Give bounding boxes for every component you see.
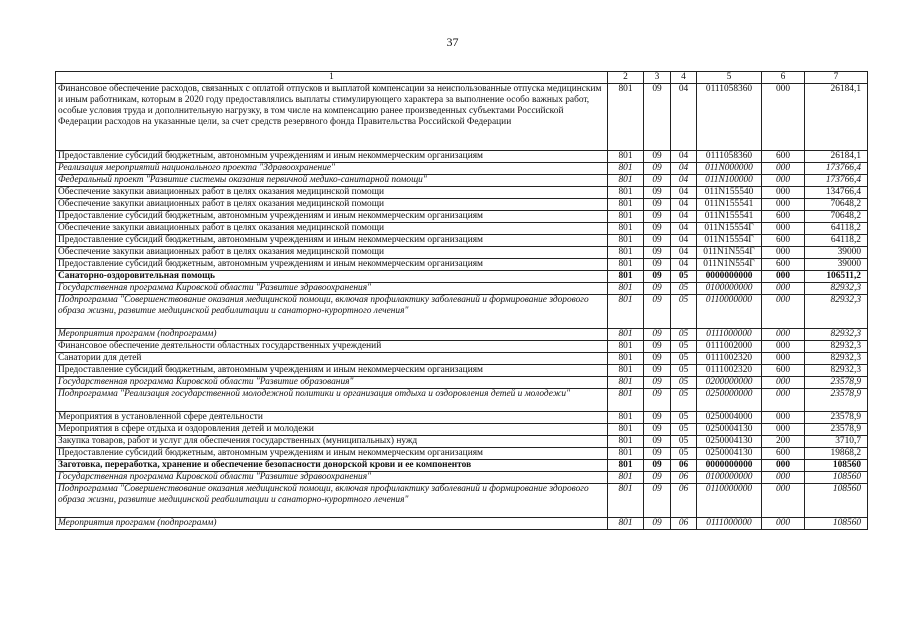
cell-adm-code: 801 bbox=[608, 436, 644, 448]
cell-target-article: 0200000000 bbox=[697, 377, 762, 389]
cell-amount: 70648,2 bbox=[805, 199, 868, 211]
cell-subsection: 04 bbox=[671, 175, 697, 187]
cell-adm-code: 801 bbox=[608, 151, 644, 163]
cell-name: Финансовое обеспечение расходов, связанных с оплатой отпусков и выплатой компенсации за неиспользованные отпуска медицинским и иным работникам, которым в 2020 году предоставлялись выплаты стимулирующего характера за выполнение особо важных работ, особые условия труда и дополнительную нагрузку, в том числе на компенсацию ранее произведенных субъектами Российской Федерации расходов на указанные цели, за счет средств резервного фонда Правительства Российской Федерации bbox=[56, 84, 608, 151]
cell-adm-code: 801 bbox=[608, 460, 644, 472]
cell-name: Предоставление субсидий бюджетным, автономным учреждениям и иным некоммерческим организациям bbox=[56, 211, 608, 223]
cell-target-article: 0111058360 bbox=[697, 84, 762, 151]
cell-subsection: 05 bbox=[671, 389, 697, 412]
cell-amount: 64118,2 bbox=[805, 223, 868, 235]
cell-name: Предоставление субсидий бюджетным, автономным учреждениям и иным некоммерческим организациям bbox=[56, 235, 608, 247]
cell-adm-code: 801 bbox=[608, 259, 644, 271]
table-row bbox=[56, 424, 868, 436]
cell-expense-type: 000 bbox=[762, 518, 805, 530]
cell-expense-type: 000 bbox=[762, 175, 805, 187]
cell-expense-type: 000 bbox=[762, 377, 805, 389]
cell-amount: 23578,9 bbox=[805, 412, 868, 424]
cell-name: Обеспечение закупки авиационных работ в целях оказания медицинской помощи bbox=[56, 223, 608, 235]
cell-expense-type: 200 bbox=[762, 436, 805, 448]
cell-section: 09 bbox=[644, 389, 671, 412]
cell-expense-type: 000 bbox=[762, 187, 805, 199]
cell-adm-code: 801 bbox=[608, 235, 644, 247]
cell-expense-type: 000 bbox=[762, 424, 805, 436]
table-row bbox=[56, 472, 868, 484]
cell-target-article: 011N1N554Г bbox=[697, 247, 762, 259]
cell-name: Обеспечение закупки авиационных работ в целях оказания медицинской помощи bbox=[56, 247, 608, 259]
table-row bbox=[56, 187, 868, 199]
cell-section: 09 bbox=[644, 259, 671, 271]
cell-adm-code: 801 bbox=[608, 84, 644, 151]
cell-subsection: 05 bbox=[671, 341, 697, 353]
cell-adm-code: 801 bbox=[608, 412, 644, 424]
cell-expense-type: 000 bbox=[762, 353, 805, 365]
cell-amount: 173766,4 bbox=[805, 163, 868, 175]
cell-amount: 64118,2 bbox=[805, 235, 868, 247]
cell-amount: 82932,3 bbox=[805, 341, 868, 353]
table-row bbox=[56, 175, 868, 187]
cell-name: Мероприятия программ (подпрограмм) bbox=[56, 329, 608, 341]
cell-expense-type: 600 bbox=[762, 151, 805, 163]
table-row bbox=[56, 412, 868, 424]
cell-amount: 70648,2 bbox=[805, 211, 868, 223]
cell-section: 09 bbox=[644, 365, 671, 377]
cell-amount: 23578,9 bbox=[805, 377, 868, 389]
table-row bbox=[56, 84, 868, 151]
cell-target-article: 011N15554Г bbox=[697, 223, 762, 235]
cell-adm-code: 801 bbox=[608, 353, 644, 365]
cell-section: 09 bbox=[644, 271, 671, 283]
cell-name: Государственная программа Кировской области "Развитие образования" bbox=[56, 377, 608, 389]
cell-subsection: 06 bbox=[671, 518, 697, 530]
cell-name: Предоставление субсидий бюджетным, автономным учреждениям и иным некоммерческим организациям bbox=[56, 259, 608, 271]
cell-name: Обеспечение закупки авиационных работ в целях оказания медицинской помощи bbox=[56, 199, 608, 211]
cell-subsection: 05 bbox=[671, 329, 697, 341]
cell-target-article: 0250000000 bbox=[697, 389, 762, 412]
cell-section: 09 bbox=[644, 84, 671, 151]
cell-adm-code: 801 bbox=[608, 175, 644, 187]
cell-target-article: 011N155541 bbox=[697, 211, 762, 223]
cell-name: Предоставление субсидий бюджетным, автономным учреждениям и иным некоммерческим организациям bbox=[56, 151, 608, 163]
header-cell-exp: 6 bbox=[762, 72, 805, 84]
cell-expense-type: 000 bbox=[762, 412, 805, 424]
cell-name: Предоставление субсидий бюджетным, автономным учреждениям и иным некоммерческим организациям bbox=[56, 365, 608, 377]
table-row bbox=[56, 151, 868, 163]
cell-target-article: 0250004130 bbox=[697, 424, 762, 436]
cell-subsection: 06 bbox=[671, 484, 697, 518]
cell-name: Мероприятия в установленной сфере деятельности bbox=[56, 412, 608, 424]
cell-expense-type: 000 bbox=[762, 199, 805, 211]
header-cell-name: 1 bbox=[56, 72, 608, 84]
cell-adm-code: 801 bbox=[608, 484, 644, 518]
cell-section: 09 bbox=[644, 175, 671, 187]
cell-name: Мероприятия программ (подпрограмм) bbox=[56, 518, 608, 530]
cell-adm-code: 801 bbox=[608, 223, 644, 235]
cell-section: 09 bbox=[644, 187, 671, 199]
cell-adm-code: 801 bbox=[608, 187, 644, 199]
cell-subsection: 05 bbox=[671, 271, 697, 283]
cell-amount: 19868,2 bbox=[805, 448, 868, 460]
cell-adm-code: 801 bbox=[608, 163, 644, 175]
cell-subsection: 05 bbox=[671, 436, 697, 448]
table-row bbox=[56, 223, 868, 235]
table-row bbox=[56, 389, 868, 412]
cell-target-article: 011N15554Г bbox=[697, 235, 762, 247]
cell-target-article: 0000000000 bbox=[697, 271, 762, 283]
cell-subsection: 05 bbox=[671, 424, 697, 436]
cell-section: 09 bbox=[644, 353, 671, 365]
cell-section: 09 bbox=[644, 283, 671, 295]
page-number: 37 bbox=[446, 35, 459, 49]
cell-subsection: 05 bbox=[671, 448, 697, 460]
cell-expense-type: 000 bbox=[762, 460, 805, 472]
cell-expense-type: 000 bbox=[762, 341, 805, 353]
cell-expense-type: 000 bbox=[762, 283, 805, 295]
cell-section: 09 bbox=[644, 341, 671, 353]
cell-target-article: 0100000000 bbox=[697, 472, 762, 484]
cell-amount: 23578,9 bbox=[805, 389, 868, 412]
cell-subsection: 05 bbox=[671, 295, 697, 329]
cell-target-article: 011N000000 bbox=[697, 163, 762, 175]
cell-expense-type: 000 bbox=[762, 247, 805, 259]
cell-section: 09 bbox=[644, 448, 671, 460]
cell-subsection: 05 bbox=[671, 283, 697, 295]
cell-section: 09 bbox=[644, 151, 671, 163]
cell-section: 09 bbox=[644, 295, 671, 329]
cell-subsection: 04 bbox=[671, 84, 697, 151]
cell-section: 09 bbox=[644, 223, 671, 235]
cell-name: Закупка товаров, работ и услуг для обеспечения государственных (муниципальных) нужд bbox=[56, 436, 608, 448]
table-row bbox=[56, 365, 868, 377]
cell-expense-type: 000 bbox=[762, 84, 805, 151]
cell-adm-code: 801 bbox=[608, 389, 644, 412]
cell-amount: 134766,4 bbox=[805, 187, 868, 199]
cell-section: 09 bbox=[644, 211, 671, 223]
cell-name: Заготовка, переработка, хранение и обеспечение безопасности донорской крови и ее компонентов bbox=[56, 460, 608, 472]
cell-section: 09 bbox=[644, 518, 671, 530]
cell-expense-type: 000 bbox=[762, 484, 805, 518]
table-row bbox=[56, 259, 868, 271]
cell-name: Санатории для детей bbox=[56, 353, 608, 365]
cell-target-article: 0111002000 bbox=[697, 341, 762, 353]
cell-expense-type: 600 bbox=[762, 211, 805, 223]
cell-subsection: 04 bbox=[671, 247, 697, 259]
cell-subsection: 04 bbox=[671, 211, 697, 223]
cell-target-article: 011N155540 bbox=[697, 187, 762, 199]
cell-amount: 82932,3 bbox=[805, 353, 868, 365]
cell-subsection: 05 bbox=[671, 412, 697, 424]
table-row bbox=[56, 235, 868, 247]
table-row bbox=[56, 329, 868, 341]
cell-expense-type: 000 bbox=[762, 329, 805, 341]
cell-subsection: 04 bbox=[671, 199, 697, 211]
cell-amount: 108560 bbox=[805, 484, 868, 518]
cell-target-article: 011N100000 bbox=[697, 175, 762, 187]
table-row bbox=[56, 247, 868, 259]
cell-section: 09 bbox=[644, 235, 671, 247]
cell-amount: 39000 bbox=[805, 259, 868, 271]
cell-amount: 39000 bbox=[805, 247, 868, 259]
cell-name: Федеральный проект "Развитие системы оказания первичной медико-санитарной помощи" bbox=[56, 175, 608, 187]
cell-expense-type: 600 bbox=[762, 448, 805, 460]
cell-section: 09 bbox=[644, 436, 671, 448]
cell-name: Обеспечение закупки авиационных работ в целях оказания медицинской помощи bbox=[56, 187, 608, 199]
cell-subsection: 04 bbox=[671, 235, 697, 247]
cell-expense-type: 000 bbox=[762, 472, 805, 484]
cell-section: 09 bbox=[644, 329, 671, 341]
cell-target-article: 0250004130 bbox=[697, 436, 762, 448]
header-cell-amount: 7 bbox=[805, 72, 868, 84]
cell-target-article: 0100000000 bbox=[697, 283, 762, 295]
cell-adm-code: 801 bbox=[608, 472, 644, 484]
cell-adm-code: 801 bbox=[608, 329, 644, 341]
cell-adm-code: 801 bbox=[608, 247, 644, 259]
cell-name: Подпрограмма "Совершенствование оказания медицинской помощи, включая профилактику заболеваний и формирование здорового образа жизни, развитие медицинской реабилитации и санаторно-курортного лечения" bbox=[56, 295, 608, 329]
cell-section: 09 bbox=[644, 472, 671, 484]
cell-name: Государственная программа Кировской области "Развитие здравоохранения" bbox=[56, 472, 608, 484]
cell-adm-code: 801 bbox=[608, 341, 644, 353]
cell-section: 09 bbox=[644, 460, 671, 472]
table-row bbox=[56, 448, 868, 460]
cell-target-article: 011N1N554Г bbox=[697, 259, 762, 271]
cell-section: 09 bbox=[644, 424, 671, 436]
header-cell-sub: 4 bbox=[671, 72, 697, 84]
table-row bbox=[56, 353, 868, 365]
cell-target-article: 0111002320 bbox=[697, 353, 762, 365]
cell-expense-type: 000 bbox=[762, 295, 805, 329]
table-row bbox=[56, 341, 868, 353]
cell-target-article: 0111000000 bbox=[697, 518, 762, 530]
cell-name: Реализация мероприятий национального проекта "Здравоохранение" bbox=[56, 163, 608, 175]
cell-name: Предоставление субсидий бюджетным, автономным учреждениям и иным некоммерческим организациям bbox=[56, 448, 608, 460]
cell-adm-code: 801 bbox=[608, 295, 644, 329]
cell-amount: 173766,4 bbox=[805, 175, 868, 187]
cell-adm-code: 801 bbox=[608, 283, 644, 295]
header-cell-sec: 3 bbox=[644, 72, 671, 84]
cell-amount: 108560 bbox=[805, 460, 868, 472]
cell-amount: 82932,3 bbox=[805, 365, 868, 377]
cell-section: 09 bbox=[644, 412, 671, 424]
cell-adm-code: 801 bbox=[608, 424, 644, 436]
table-row bbox=[56, 436, 868, 448]
cell-expense-type: 000 bbox=[762, 163, 805, 175]
table-row bbox=[56, 518, 868, 530]
cell-name: Финансовое обеспечение деятельности областных государственных учреждений bbox=[56, 341, 608, 353]
cell-adm-code: 801 bbox=[608, 211, 644, 223]
cell-target-article: 0000000000 bbox=[697, 460, 762, 472]
cell-subsection: 06 bbox=[671, 460, 697, 472]
cell-target-article: 0111000000 bbox=[697, 329, 762, 341]
cell-adm-code: 801 bbox=[608, 377, 644, 389]
cell-section: 09 bbox=[644, 247, 671, 259]
cell-target-article: 0110000000 bbox=[697, 484, 762, 518]
cell-subsection: 05 bbox=[671, 377, 697, 389]
cell-subsection: 05 bbox=[671, 353, 697, 365]
cell-adm-code: 801 bbox=[608, 199, 644, 211]
table-row bbox=[56, 460, 868, 472]
table-row bbox=[56, 199, 868, 211]
cell-amount: 26184,1 bbox=[805, 84, 868, 151]
header-cell-target: 5 bbox=[697, 72, 762, 84]
cell-amount: 108560 bbox=[805, 472, 868, 484]
cell-subsection: 04 bbox=[671, 163, 697, 175]
cell-expense-type: 000 bbox=[762, 223, 805, 235]
cell-subsection: 04 bbox=[671, 151, 697, 163]
cell-name: Государственная программа Кировской области "Развитие здравоохранения" bbox=[56, 283, 608, 295]
budget-table bbox=[55, 71, 868, 530]
table-row bbox=[56, 295, 868, 329]
cell-subsection: 04 bbox=[671, 259, 697, 271]
cell-expense-type: 000 bbox=[762, 271, 805, 283]
cell-subsection: 05 bbox=[671, 365, 697, 377]
cell-name: Подпрограмма "Реализация государственной молодежной политики и организация отдыха и оздоровления детей и молодежи" bbox=[56, 389, 608, 412]
cell-name: Подпрограмма "Совершенствование оказания медицинской помощи, включая профилактику заболеваний и формирование здорового образа жизни, развитие медицинской реабилитации и санаторно-курортного лечения" bbox=[56, 484, 608, 518]
table-row bbox=[56, 211, 868, 223]
cell-subsection: 06 bbox=[671, 472, 697, 484]
cell-adm-code: 801 bbox=[608, 518, 644, 530]
cell-amount: 23578,9 bbox=[805, 424, 868, 436]
table-row bbox=[56, 163, 868, 175]
cell-name: Санаторно-оздоровительная помощь bbox=[56, 271, 608, 283]
cell-subsection: 04 bbox=[671, 223, 697, 235]
cell-adm-code: 801 bbox=[608, 271, 644, 283]
table-row bbox=[56, 283, 868, 295]
cell-target-article: 011N155541 bbox=[697, 199, 762, 211]
cell-amount: 26184,1 bbox=[805, 151, 868, 163]
cell-amount: 3710,7 bbox=[805, 436, 868, 448]
cell-target-article: 0110000000 bbox=[697, 295, 762, 329]
cell-target-article: 0111002320 bbox=[697, 365, 762, 377]
header-cell-adm: 2 bbox=[608, 72, 644, 84]
cell-adm-code: 801 bbox=[608, 365, 644, 377]
cell-expense-type: 600 bbox=[762, 235, 805, 247]
cell-expense-type: 000 bbox=[762, 389, 805, 412]
cell-amount: 82932,3 bbox=[805, 295, 868, 329]
table-row bbox=[56, 484, 868, 518]
cell-section: 09 bbox=[644, 199, 671, 211]
cell-adm-code: 801 bbox=[608, 448, 644, 460]
cell-section: 09 bbox=[644, 484, 671, 518]
cell-section: 09 bbox=[644, 163, 671, 175]
cell-expense-type: 600 bbox=[762, 365, 805, 377]
cell-section: 09 bbox=[644, 377, 671, 389]
table-row bbox=[56, 271, 868, 283]
cell-amount: 82932,3 bbox=[805, 283, 868, 295]
cell-amount: 82932,3 bbox=[805, 329, 868, 341]
cell-name: Мероприятия в сфере отдыха и оздоровления детей и молодежи bbox=[56, 424, 608, 436]
cell-amount: 106511,2 bbox=[805, 271, 868, 283]
cell-subsection: 04 bbox=[671, 187, 697, 199]
cell-amount: 108560 bbox=[805, 518, 868, 530]
cell-target-article: 0250004130 bbox=[697, 448, 762, 460]
header-row bbox=[56, 72, 868, 84]
table-row bbox=[56, 377, 868, 389]
cell-expense-type: 600 bbox=[762, 259, 805, 271]
cell-target-article: 0111058360 bbox=[697, 151, 762, 163]
cell-target-article: 0250004000 bbox=[697, 412, 762, 424]
